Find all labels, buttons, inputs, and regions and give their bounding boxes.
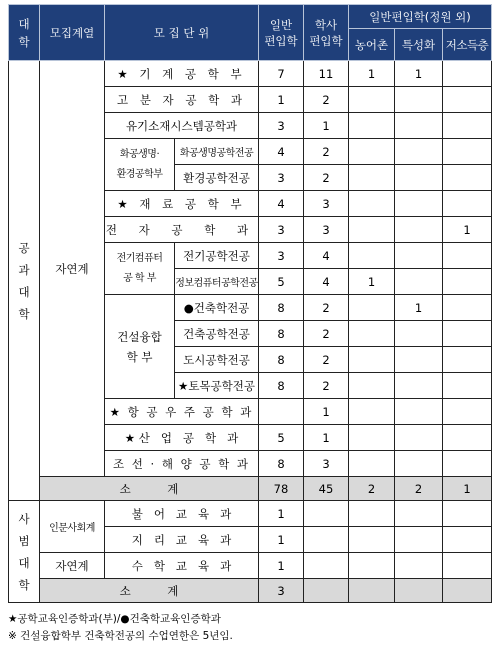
cell-low-income: 1 xyxy=(443,217,492,243)
cell-special-ed xyxy=(395,553,443,579)
cell-low-income xyxy=(443,295,492,321)
cell-general: 8 xyxy=(259,451,304,477)
header-special-ed: 특성화 xyxy=(395,29,443,61)
unit-bio-mat: 유기소재시스템공학과 xyxy=(105,113,259,139)
cell-low-income xyxy=(443,373,492,399)
cell-bachelor: 2 xyxy=(304,139,349,165)
cell-special-ed: 1 xyxy=(395,61,443,87)
cell-farm xyxy=(349,87,395,113)
cell-special-ed xyxy=(395,373,443,399)
unit-env: 환경공학전공 xyxy=(175,165,259,191)
subtotal-farm: 2 xyxy=(349,477,395,501)
cell-bachelor xyxy=(304,553,349,579)
footnote-duration: ※ 건설융합학부 건축학전공의 수업연한은 5년임. xyxy=(8,630,233,642)
cell-bachelor: 2 xyxy=(304,295,349,321)
footnote-certification: ★공학교육인증학과(부)/●건축학교육인증학과 xyxy=(8,613,221,625)
subtotal-low-income xyxy=(443,579,492,603)
cell-bachelor: 1 xyxy=(304,399,349,425)
header-special-quota: 일반편입학(정원 외) xyxy=(349,5,492,29)
subtotal-row xyxy=(9,477,492,501)
cell-special-ed xyxy=(395,191,443,217)
cell-low-income xyxy=(443,451,492,477)
unit-math-edu: 수 학 교 육 과 xyxy=(105,553,259,579)
cell-bachelor: 2 xyxy=(304,87,349,113)
cell-farm xyxy=(349,399,395,425)
cell-farm xyxy=(349,165,395,191)
subtotal-row xyxy=(9,579,492,603)
cell-low-income xyxy=(443,243,492,269)
cell-special-ed xyxy=(395,243,443,269)
cell-special-ed xyxy=(395,399,443,425)
cell-farm xyxy=(349,451,395,477)
unit-materials: ★ 재 료 공 학 부 xyxy=(105,191,259,217)
cell-general: 4 xyxy=(259,191,304,217)
cell-special-ed xyxy=(395,321,443,347)
cell-bachelor: 3 xyxy=(304,191,349,217)
cell-farm xyxy=(349,113,395,139)
cell-bachelor: 4 xyxy=(304,269,349,295)
subtotal-label: 소 계 xyxy=(40,579,259,603)
unit-naval: 조 선 · 해 양 공 학 과 xyxy=(105,451,259,477)
unit-french-edu: 불 어 교 육 과 xyxy=(105,501,259,527)
cell-bachelor: 2 xyxy=(304,347,349,373)
cell-farm xyxy=(349,243,395,269)
subtotal-bachelor: 45 xyxy=(304,477,349,501)
footnotes xyxy=(8,611,233,645)
cell-bachelor: 2 xyxy=(304,165,349,191)
college-education: 사 범 대 학 xyxy=(9,501,40,603)
cell-farm xyxy=(349,501,395,527)
subtotal-general: 3 xyxy=(259,579,304,603)
cell-general: 3 xyxy=(259,113,304,139)
header-farm: 농어촌 xyxy=(349,29,395,61)
cell-general: 1 xyxy=(259,87,304,113)
group-chem-env: 화공생명· 환경공학부 xyxy=(105,139,175,191)
cell-low-income xyxy=(443,113,492,139)
unit-mech: ★ 기 계 공 학 부 xyxy=(105,61,259,87)
cell-bachelor: 1 xyxy=(304,425,349,451)
cell-low-income xyxy=(443,61,492,87)
table-row xyxy=(9,553,492,579)
cell-general: 5 xyxy=(259,269,304,295)
subtotal-general: 78 xyxy=(259,477,304,501)
cell-special-ed xyxy=(395,347,443,373)
unit-geo-edu: 지 리 교 육 과 xyxy=(105,527,259,553)
cell-farm xyxy=(349,321,395,347)
cell-general: 4 xyxy=(259,139,304,165)
subtotal-special-ed: 2 xyxy=(395,477,443,501)
cell-farm xyxy=(349,295,395,321)
cell-special-ed xyxy=(395,451,443,477)
cell-general: 1 xyxy=(259,527,304,553)
cell-special-ed: 1 xyxy=(395,295,443,321)
cell-special-ed xyxy=(395,217,443,243)
cell-special-ed xyxy=(395,87,443,113)
cell-farm: 1 xyxy=(349,61,395,87)
unit-electronics: 전 자 공 학 과 xyxy=(105,217,259,243)
cell-low-income xyxy=(443,527,492,553)
subtotal-special-ed xyxy=(395,579,443,603)
unit-info: 정보컴퓨터공학전공 xyxy=(175,269,259,295)
cell-low-income xyxy=(443,191,492,217)
cell-bachelor: 3 xyxy=(304,451,349,477)
category-humanities: 인문사회계 xyxy=(40,501,105,553)
unit-civil: ★토목공학전공 xyxy=(175,373,259,399)
cell-special-ed xyxy=(395,501,443,527)
cell-special-ed xyxy=(395,139,443,165)
cell-special-ed xyxy=(395,425,443,451)
table-row xyxy=(9,61,492,87)
category-engineering: 자연계 xyxy=(40,61,105,477)
header-general-transfer: 일반 편입학 xyxy=(259,5,304,61)
unit-industrial: ★ 산 업 공 학 과 xyxy=(105,425,259,451)
cell-low-income xyxy=(443,501,492,527)
cell-general: 5 xyxy=(259,425,304,451)
cell-farm xyxy=(349,347,395,373)
cell-general: 8 xyxy=(259,347,304,373)
unit-aero: ★ 항 공 우 주 공 학 과 xyxy=(105,399,259,425)
category-nature: 자연계 xyxy=(40,553,105,579)
subtotal-label: 소 계 xyxy=(40,477,259,501)
cell-low-income xyxy=(443,347,492,373)
cell-bachelor xyxy=(304,527,349,553)
cell-general: 1 xyxy=(259,553,304,579)
cell-general: 3 xyxy=(259,243,304,269)
cell-bachelor xyxy=(304,501,349,527)
cell-bachelor: 2 xyxy=(304,321,349,347)
unit-arch: ●건축학전공 xyxy=(175,295,259,321)
cell-special-ed xyxy=(395,113,443,139)
table-row xyxy=(9,501,492,527)
cell-bachelor: 4 xyxy=(304,243,349,269)
group-elec-comp: 전기컴퓨터 공 학 부 xyxy=(105,243,175,295)
header-college: 대 학 xyxy=(9,5,40,61)
cell-farm: 1 xyxy=(349,269,395,295)
cell-low-income xyxy=(443,87,492,113)
cell-farm xyxy=(349,373,395,399)
subtotal-low-income: 1 xyxy=(443,477,492,501)
admission-table-wrapper xyxy=(8,4,492,603)
cell-low-income xyxy=(443,553,492,579)
cell-special-ed xyxy=(395,527,443,553)
header-bachelor-transfer: 학사 편입학 xyxy=(304,5,349,61)
cell-general: 1 xyxy=(259,501,304,527)
cell-general: 8 xyxy=(259,373,304,399)
header-category: 모집계열 xyxy=(40,5,105,61)
cell-bachelor: 3 xyxy=(304,217,349,243)
cell-farm xyxy=(349,217,395,243)
cell-general: 3 xyxy=(259,217,304,243)
cell-farm xyxy=(349,425,395,451)
cell-general: 8 xyxy=(259,295,304,321)
cell-general: 8 xyxy=(259,321,304,347)
cell-special-ed xyxy=(395,269,443,295)
subtotal-farm xyxy=(349,579,395,603)
cell-low-income xyxy=(443,399,492,425)
college-engineering: 공 과 대 학 xyxy=(9,61,40,501)
cell-general: 3 xyxy=(259,165,304,191)
cell-bachelor: 1 xyxy=(304,113,349,139)
cell-bachelor: 11 xyxy=(304,61,349,87)
unit-chem: 화공생명공학전공 xyxy=(175,139,259,165)
cell-farm xyxy=(349,139,395,165)
cell-low-income xyxy=(443,269,492,295)
cell-general: 7 xyxy=(259,61,304,87)
cell-low-income xyxy=(443,139,492,165)
group-arch: 건설융합 학 부 xyxy=(105,295,175,399)
admission-table xyxy=(8,4,492,603)
cell-low-income xyxy=(443,425,492,451)
cell-farm xyxy=(349,191,395,217)
cell-special-ed xyxy=(395,165,443,191)
unit-urban: 도시공학전공 xyxy=(175,347,259,373)
unit-electric: 전기공학전공 xyxy=(175,243,259,269)
header-low-income: 저소득층 xyxy=(443,29,492,61)
cell-farm xyxy=(349,553,395,579)
subtotal-bachelor xyxy=(304,579,349,603)
cell-low-income xyxy=(443,321,492,347)
cell-farm xyxy=(349,527,395,553)
cell-bachelor: 2 xyxy=(304,373,349,399)
unit-arch-eng: 건축공학전공 xyxy=(175,321,259,347)
unit-poly: 고 분 자 공 학 과 xyxy=(105,87,259,113)
cell-general xyxy=(259,399,304,425)
cell-low-income xyxy=(443,165,492,191)
header-unit: 모 집 단 위 xyxy=(105,5,259,61)
